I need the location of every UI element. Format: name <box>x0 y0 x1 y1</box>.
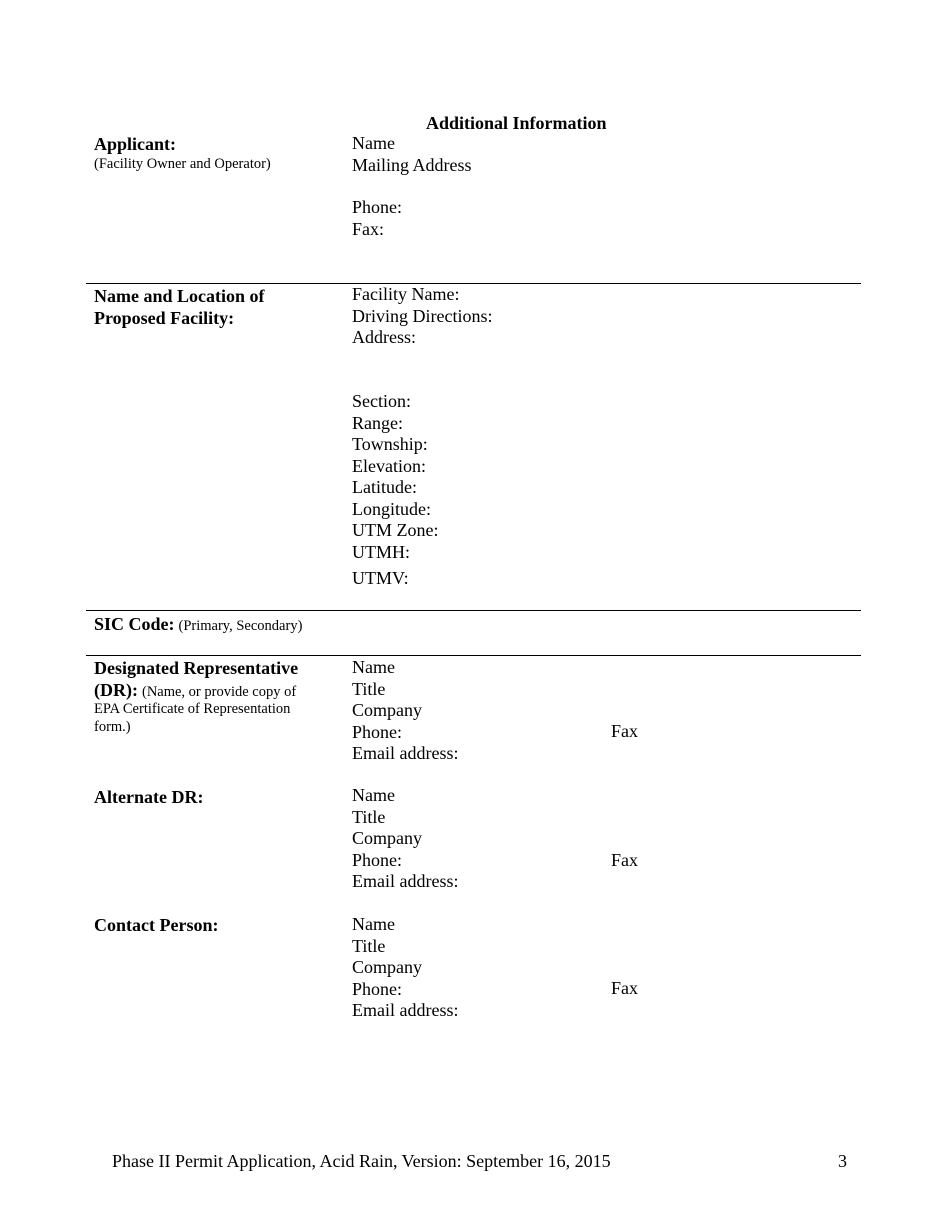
applicant-contact-fields <box>352 197 402 240</box>
applicant-field-mailing-address: Mailing Address <box>352 154 472 175</box>
facility-location-fields <box>352 391 438 563</box>
dr-label-line3: EPA Certificate of Representation <box>94 701 291 717</box>
page-number: 3 <box>838 1151 847 1171</box>
contact-field-phone: Phone: <box>352 978 403 999</box>
alt-dr-field-company: Company <box>352 828 422 848</box>
facility-field-longitude: Longitude: <box>352 498 431 519</box>
dr-label-abbrev: (DR): <box>94 680 138 700</box>
facility-field-driving-directions: Driving Directions: <box>352 305 493 326</box>
dr-label-line4: form.) <box>94 719 131 735</box>
contact-field-company: Company <box>352 957 422 977</box>
sic-code-sublabel: (Primary, Secondary) <box>178 618 303 634</box>
facility-field-name: Facility Name: <box>352 284 460 304</box>
facility-field-utmv: UTMV: <box>352 568 409 588</box>
alt-dr-field-email: Email address: <box>352 871 459 891</box>
alt-dr-field-phone: Phone: <box>352 849 403 870</box>
facility-field-township: Township: <box>352 434 428 454</box>
applicant-field-fax: Fax: <box>352 218 385 239</box>
facility-field-utmh: UTMH: <box>352 541 410 562</box>
applicant-sublabel: (Facility Owner and Operator) <box>94 156 271 172</box>
facility-fields <box>352 284 492 349</box>
sic-code-row <box>94 613 302 637</box>
dr-field-name: Name <box>352 657 395 677</box>
divider-2 <box>86 610 861 611</box>
dr-field-phone: Phone: <box>352 721 403 742</box>
contact-field-title: Title <box>352 935 386 956</box>
alt-dr-field-fax: Fax <box>611 850 638 870</box>
dr-field-company: Company <box>352 700 422 720</box>
alt-dr-fields <box>352 785 458 893</box>
applicant-field-name: Name <box>352 133 395 153</box>
dr-field-title: Title <box>352 678 386 699</box>
dr-label-note: (Name, or provide copy of <box>141 684 297 700</box>
contact-field-name: Name <box>352 914 395 934</box>
sic-code-label: SIC Code: <box>94 614 175 634</box>
page-title: Additional Information <box>426 113 607 133</box>
facility-label-line1: Name and Location of <box>94 286 265 306</box>
dr-field-fax: Fax <box>611 721 638 741</box>
applicant-fields <box>352 133 472 176</box>
facility-label-line2: Proposed Facility: <box>94 308 235 328</box>
applicant-field-phone: Phone: <box>352 197 403 217</box>
contact-field-email: Email address: <box>352 1000 459 1020</box>
footer-text: Phase II Permit Application, Acid Rain, Version: September 16, 2015 <box>112 1151 611 1171</box>
dr-label-line1: Designated Representative <box>94 658 299 678</box>
dr-fields <box>352 657 458 765</box>
alt-dr-field-name: Name <box>352 785 395 805</box>
alt-dr-label: Alternate DR: <box>94 787 204 807</box>
divider-3 <box>86 655 861 656</box>
dr-field-email: Email address: <box>352 743 459 763</box>
contact-fields <box>352 914 458 1022</box>
alt-dr-field-title: Title <box>352 806 386 827</box>
contact-label: Contact Person: <box>94 915 219 935</box>
contact-field-fax: Fax <box>611 978 638 998</box>
facility-field-section: Section: <box>352 391 411 411</box>
facility-field-utm-zone: UTM Zone: <box>352 520 439 540</box>
facility-field-latitude: Latitude: <box>352 477 417 497</box>
facility-field-address: Address: <box>352 327 416 347</box>
applicant-label: Applicant: <box>94 134 177 154</box>
facility-field-range: Range: <box>352 412 403 433</box>
facility-field-elevation: Elevation: <box>352 455 426 476</box>
